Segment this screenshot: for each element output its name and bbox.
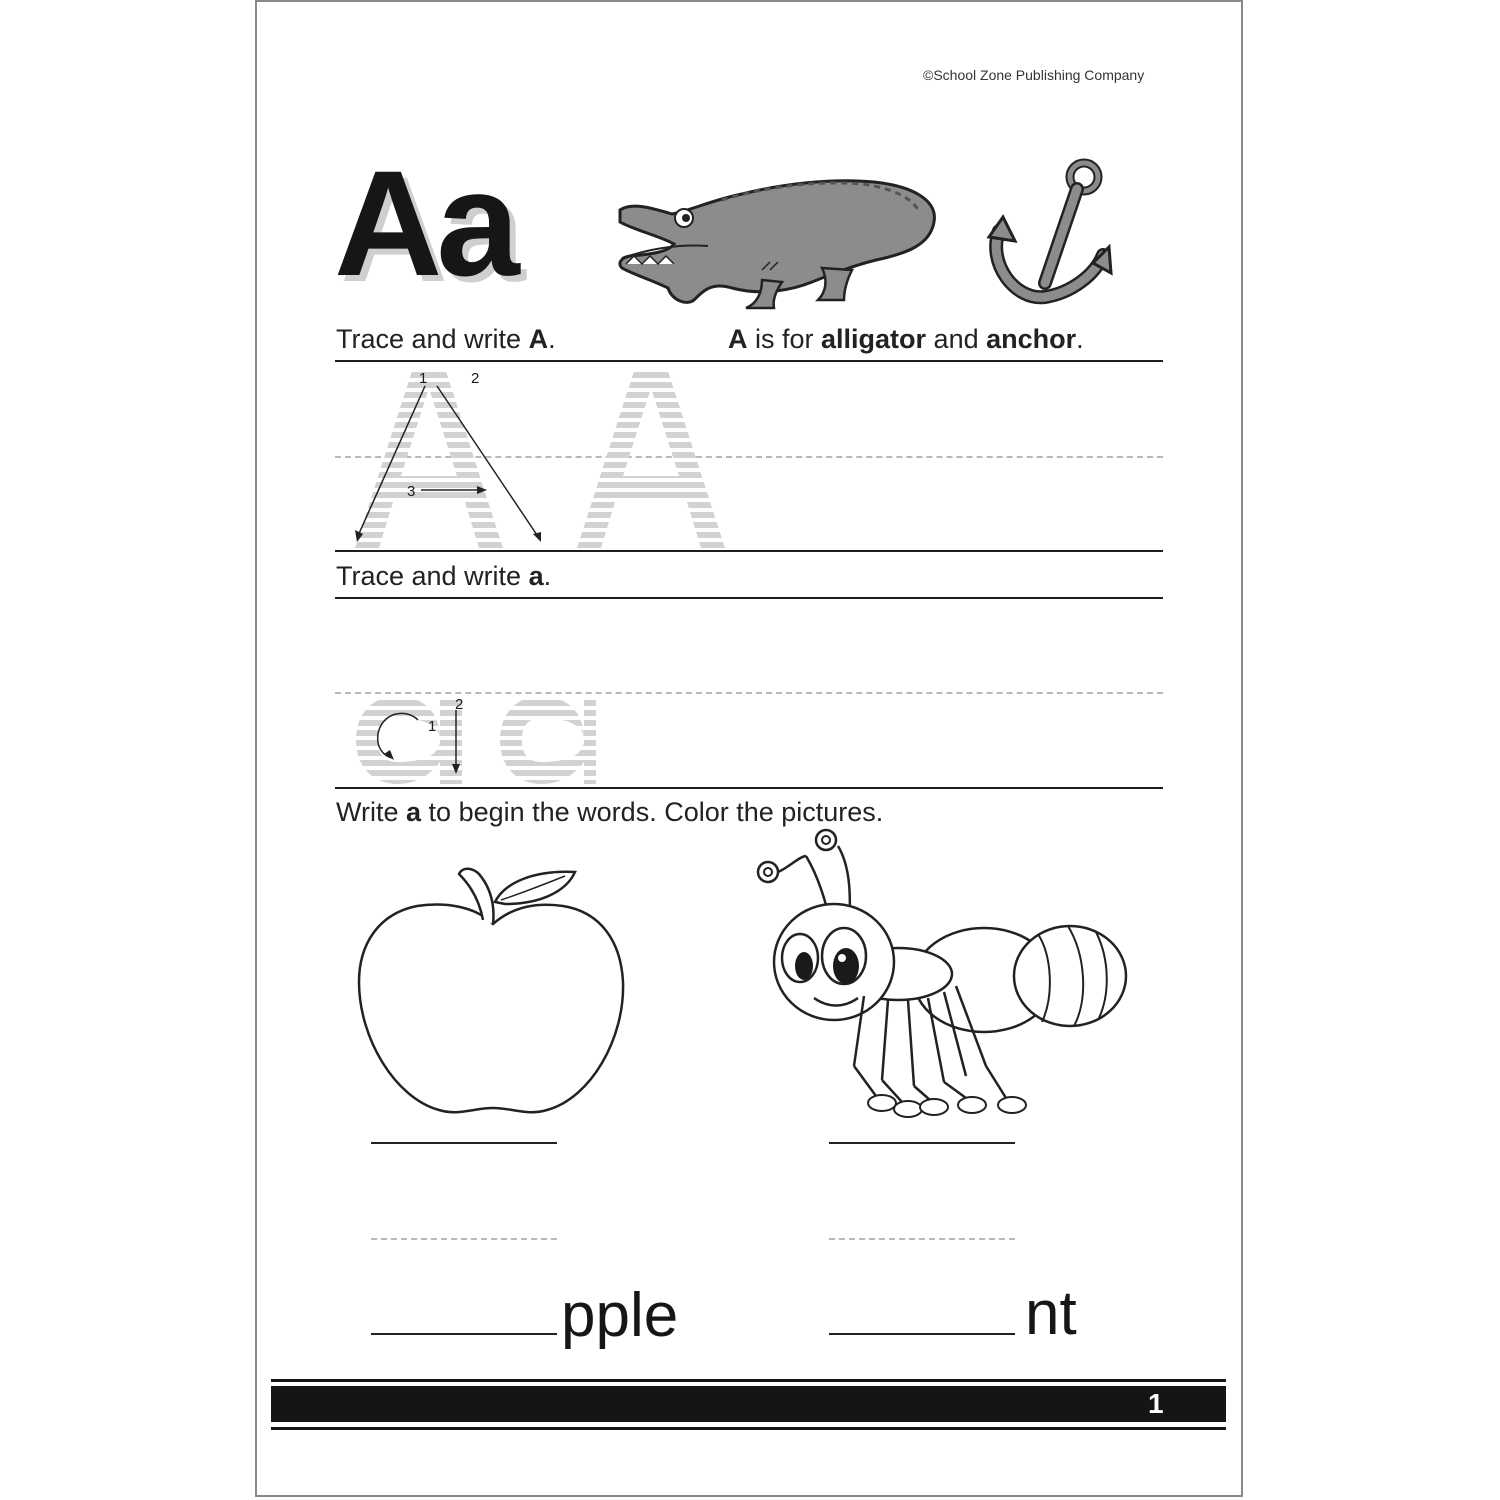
anchor-icon [985, 155, 1115, 315]
word-ending-ant: nt [1025, 1279, 1077, 1348]
trace-letter-A [577, 368, 725, 548]
footer-rule [271, 1427, 1226, 1430]
apple-answer-line[interactable] [371, 1333, 557, 1335]
write-words-instruction: Write a to begin the words. Color the pictures. [336, 797, 884, 827]
alligator-icon [612, 170, 942, 315]
stroke-number: 3 [407, 483, 416, 500]
apple-icon [355, 862, 630, 1117]
copyright-notice: ©School Zone Publishing Company [923, 67, 1145, 83]
letter-title: Aa [334, 139, 514, 307]
word-ending-apple: pple [561, 1281, 679, 1350]
ant-answer-line[interactable] [829, 1333, 1015, 1335]
stroke-arrow-1 [357, 386, 425, 538]
stroke-number: 1 [428, 718, 437, 735]
stroke-number: 1 [419, 370, 428, 387]
trace-lower-instruction: Trace and write a. [336, 561, 552, 591]
lowercase-tracing-area [350, 690, 600, 790]
word-mid-line [371, 1238, 557, 1240]
footer-rule [271, 1379, 1226, 1382]
stroke-number: 2 [471, 370, 480, 387]
writing-top-line [335, 597, 1163, 599]
word-top-line [829, 1142, 1015, 1144]
page-number: 1 [1148, 1388, 1164, 1419]
stroke-arrow-1 [378, 713, 418, 758]
footer-band [271, 1386, 1226, 1422]
stroke-number: 2 [455, 696, 464, 713]
trace-letter-a [500, 696, 596, 784]
word-top-line [371, 1142, 557, 1144]
trace-upper-instruction: Trace and write A. [336, 324, 556, 354]
trace-letter-A-guided [355, 368, 503, 548]
letter-phrase: A is for alligator and anchor. [728, 324, 1084, 354]
uppercase-tracing-area [345, 362, 765, 552]
ant-icon [748, 826, 1133, 1121]
trace-letter-a-guided [356, 696, 462, 784]
word-mid-line [829, 1238, 1015, 1240]
